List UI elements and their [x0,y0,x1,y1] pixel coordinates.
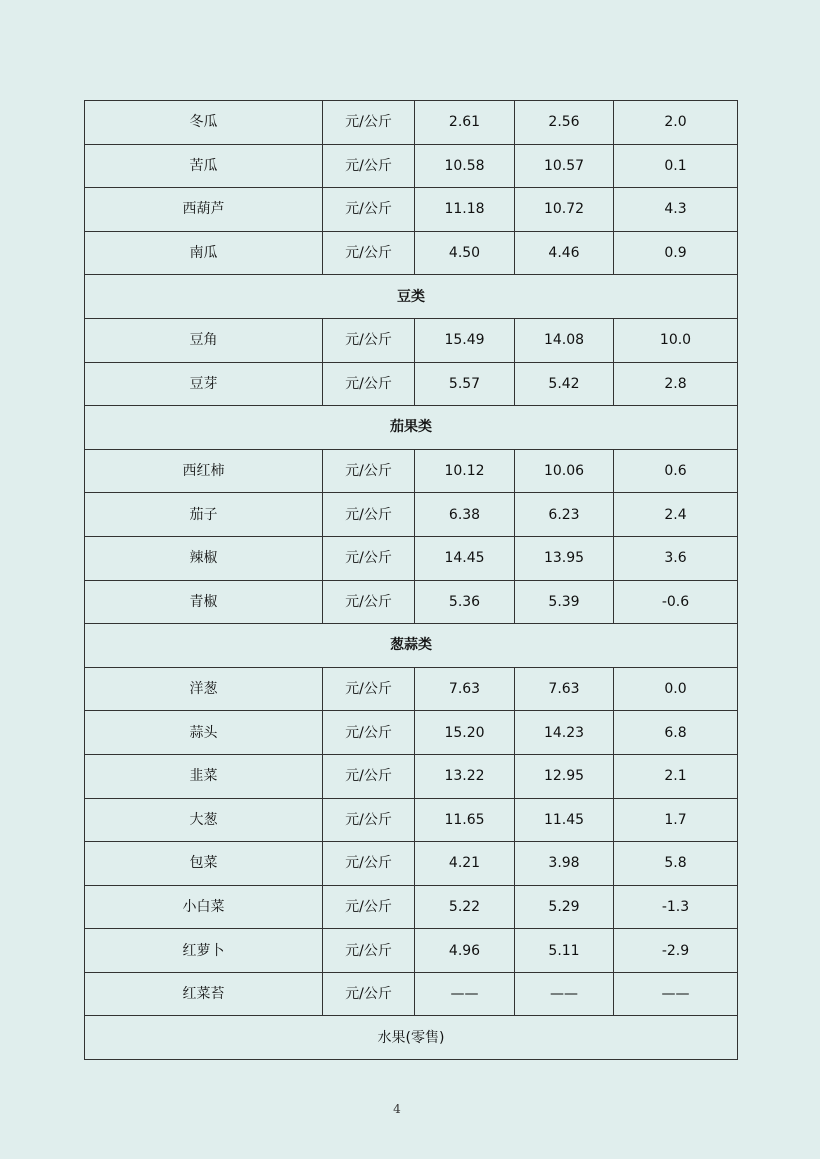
change-percent-cell: 2.1 [614,754,738,798]
change-percent-cell: 3.6 [614,536,738,580]
table-row [85,536,738,580]
table-row [85,231,738,275]
previous-price-cell: 5.42 [515,362,614,406]
unit-cell: 元/公斤 [323,101,415,145]
unit-cell: 元/公斤 [323,885,415,929]
item-name-cell: 豆角 [85,318,323,362]
change-percent-cell: —— [614,972,738,1016]
item-name-cell: 小白菜 [85,885,323,929]
previous-price-cell: 10.06 [515,449,614,493]
category-label: 水果(零售) [85,1016,738,1060]
current-price-cell: 14.45 [415,536,515,580]
current-price-cell: 5.36 [415,580,515,624]
change-percent-cell: 0.9 [614,231,738,275]
current-price-cell: 13.22 [415,754,515,798]
current-price-cell: 4.21 [415,842,515,886]
category-row [85,624,738,668]
previous-price-cell: 11.45 [515,798,614,842]
category-row [85,406,738,450]
previous-price-cell: 13.95 [515,536,614,580]
previous-price-cell: —— [515,972,614,1016]
table-row [85,101,738,145]
previous-price-cell: 5.11 [515,929,614,973]
change-percent-cell: -0.6 [614,580,738,624]
table-row [85,144,738,188]
current-price-cell: 2.61 [415,101,515,145]
unit-cell: 元/公斤 [323,580,415,624]
table-row [85,842,738,886]
table-row [85,711,738,755]
item-name-cell: 洋葱 [85,667,323,711]
unit-cell: 元/公斤 [323,144,415,188]
unit-cell: 元/公斤 [323,798,415,842]
previous-price-cell: 4.46 [515,231,614,275]
previous-price-cell: 5.29 [515,885,614,929]
item-name-cell: 西葫芦 [85,188,323,232]
table-row [85,493,738,537]
item-name-cell: 豆芽 [85,362,323,406]
unit-cell: 元/公斤 [323,362,415,406]
previous-price-cell: 3.98 [515,842,614,886]
current-price-cell: 4.50 [415,231,515,275]
previous-price-cell: 14.23 [515,711,614,755]
table-row [85,362,738,406]
item-name-cell: 蒜头 [85,711,323,755]
table-row [85,798,738,842]
unit-cell: 元/公斤 [323,449,415,493]
page-number: 4 [393,1102,401,1116]
change-percent-cell: -1.3 [614,885,738,929]
change-percent-cell: -2.9 [614,929,738,973]
previous-price-cell: 10.72 [515,188,614,232]
unit-cell: 元/公斤 [323,929,415,973]
current-price-cell: 4.96 [415,929,515,973]
item-name-cell: 青椒 [85,580,323,624]
unit-cell: 元/公斤 [323,188,415,232]
change-percent-cell: 2.0 [614,101,738,145]
change-percent-cell: 0.6 [614,449,738,493]
current-price-cell: 11.65 [415,798,515,842]
current-price-cell: 6.38 [415,493,515,537]
unit-cell: 元/公斤 [323,972,415,1016]
table-row [85,929,738,973]
unit-cell: 元/公斤 [323,754,415,798]
current-price-cell: 10.58 [415,144,515,188]
current-price-cell: 15.20 [415,711,515,755]
previous-price-cell: 2.56 [515,101,614,145]
current-price-cell: 7.63 [415,667,515,711]
previous-price-cell: 10.57 [515,144,614,188]
change-percent-cell: 0.1 [614,144,738,188]
table-row [85,754,738,798]
table-row [85,449,738,493]
change-percent-cell: 4.3 [614,188,738,232]
current-price-cell: 11.18 [415,188,515,232]
current-price-cell: 10.12 [415,449,515,493]
unit-cell: 元/公斤 [323,493,415,537]
unit-cell: 元/公斤 [323,711,415,755]
table-row [85,188,738,232]
price-table-body [85,101,738,1060]
category-row [85,275,738,319]
price-table [84,100,738,1060]
previous-price-cell: 6.23 [515,493,614,537]
change-percent-cell: 2.4 [614,493,738,537]
change-percent-cell: 0.0 [614,667,738,711]
previous-price-cell: 7.63 [515,667,614,711]
current-price-cell: 5.22 [415,885,515,929]
category-row [85,1016,738,1060]
unit-cell: 元/公斤 [323,536,415,580]
item-name-cell: 辣椒 [85,536,323,580]
item-name-cell: 茄子 [85,493,323,537]
previous-price-cell: 14.08 [515,318,614,362]
item-name-cell: 红菜苔 [85,972,323,1016]
category-label: 葱蒜类 [85,624,738,668]
item-name-cell: 韭菜 [85,754,323,798]
item-name-cell: 大葱 [85,798,323,842]
item-name-cell: 红萝卜 [85,929,323,973]
table-row [85,972,738,1016]
change-percent-cell: 1.7 [614,798,738,842]
category-label: 豆类 [85,275,738,319]
table-row [85,667,738,711]
item-name-cell: 西红柿 [85,449,323,493]
unit-cell: 元/公斤 [323,842,415,886]
current-price-cell: 15.49 [415,318,515,362]
item-name-cell: 包菜 [85,842,323,886]
change-percent-cell: 6.8 [614,711,738,755]
unit-cell: 元/公斤 [323,318,415,362]
previous-price-cell: 5.39 [515,580,614,624]
item-name-cell: 南瓜 [85,231,323,275]
item-name-cell: 冬瓜 [85,101,323,145]
table-row [85,580,738,624]
change-percent-cell: 10.0 [614,318,738,362]
item-name-cell: 苦瓜 [85,144,323,188]
category-label: 茄果类 [85,406,738,450]
table-row [85,885,738,929]
current-price-cell: —— [415,972,515,1016]
current-price-cell: 5.57 [415,362,515,406]
unit-cell: 元/公斤 [323,667,415,711]
change-percent-cell: 2.8 [614,362,738,406]
table-row [85,318,738,362]
unit-cell: 元/公斤 [323,231,415,275]
previous-price-cell: 12.95 [515,754,614,798]
change-percent-cell: 5.8 [614,842,738,886]
